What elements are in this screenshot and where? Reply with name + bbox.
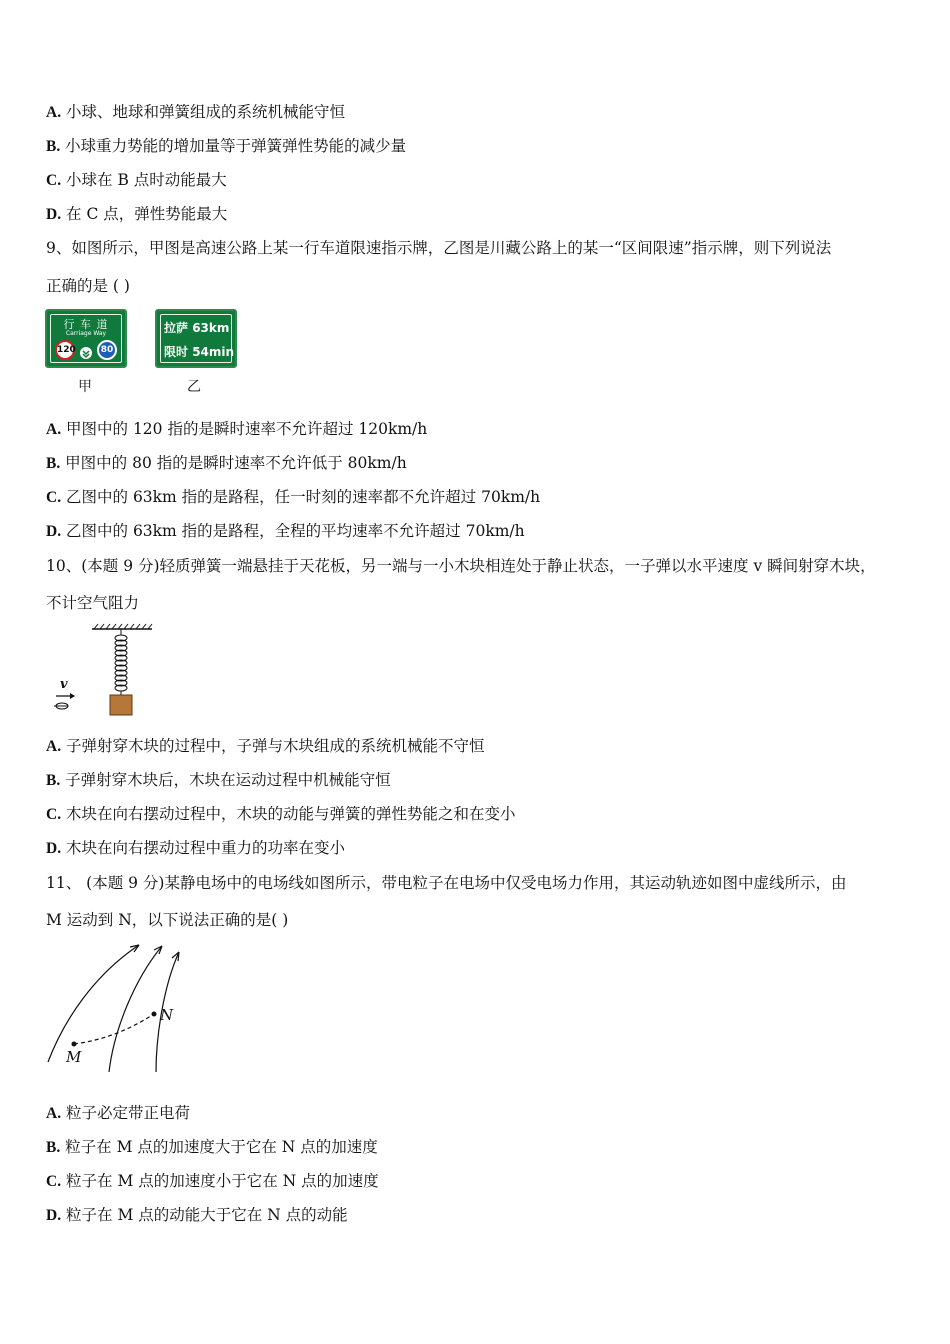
q11-stem-line1: 11、 (本题 9 分)某静电场中的电场线如图所示，带电粒子在电场中仅受电场力作用，其运动轨迹如图中虚线所示，由 <box>46 874 847 892</box>
q9-option-d: D. 乙图中的 63km 指的是路程，全程的平均速率不允许超过 70km/h <box>46 522 525 540</box>
q9-stem-line1: 9、如图所示，甲图是高速公路上某一行车道限速指示牌，乙图是川藏公路上的某一“区间限速”指示牌，则下列说法 <box>46 239 832 257</box>
q10-option-b: B. 子弹射穿木块后，木块在运动过程中机械能守恒 <box>46 771 391 789</box>
q8-option-c: C. 小球在 B 点时动能最大 <box>46 171 227 189</box>
q10-option-a: A. 子弹射穿木块的过程中，子弹与木块组成的系统机械能不守恒 <box>46 737 485 755</box>
sign-jia <box>45 309 127 368</box>
q9-option-b: B. 甲图中的 80 指的是瞬时速率不允许低于 80km/h <box>46 454 407 472</box>
q11-stem-line2: M 运动到 N，以下说法正确的是( ) <box>46 911 289 929</box>
electric-field-figure <box>44 940 194 1075</box>
velocity-label: v <box>60 677 68 692</box>
point-n-label: N <box>160 1006 174 1024</box>
spring-block-figure <box>48 622 158 722</box>
q8-option-a: A. 小球、地球和弹簧组成的系统机械能守恒 <box>46 103 346 121</box>
q11-option-a: A. 粒子必定带正电荷 <box>46 1104 191 1122</box>
sign-yi-line1: 拉萨 63km <box>164 321 230 335</box>
q10-stem-line1: 10、(本题 9 分)轻质弹簧一端悬挂于天花板，另一端与一小木块相连处于静止状态，一子弹以水平速度 v 瞬间射穿木块， <box>46 557 876 575</box>
q8-option-d: D. 在 C 点，弹性势能最大 <box>46 205 228 223</box>
q9-option-a: A. 甲图中的 120 指的是瞬时速率不允许超过 120km/h <box>46 420 428 438</box>
down-arrow-icon <box>80 344 92 356</box>
q8-option-b: B. 小球重力势能的增加量等于弹簧弹性势能的减少量 <box>46 137 407 155</box>
q9-stem-line2: 正确的是 ( ) <box>46 277 130 295</box>
spring-block-diagram <box>48 622 158 722</box>
caption-yi: 乙 <box>187 379 201 395</box>
q9-option-c: C. 乙图中的 63km 指的是路程，任一时刻的速率都不允许超过 70km/h <box>46 488 541 506</box>
q10-stem-line2: 不计空气阻力 <box>46 594 140 612</box>
sign-yi <box>155 309 237 368</box>
q10-option-d: D. 木块在向右摆动过程中重力的功率在变小 <box>46 839 346 857</box>
sign-yi-line2: 限时 54min <box>164 345 235 359</box>
point-m-label: M <box>66 1048 82 1066</box>
q11-option-c: C. 粒子在 M 点的加速度小于它在 N 点的加速度 <box>46 1172 379 1190</box>
sign-jia-subtitle: Carriage Way <box>65 330 107 337</box>
sign-jia-title: 行 车 道 <box>63 318 109 331</box>
caption-jia: 甲 <box>78 379 92 395</box>
q11-option-d: D. 粒子在 M 点的动能大于它在 N 点的动能 <box>46 1206 348 1224</box>
q10-option-c: C. 木块在向右摆动过程中，木块的动能与弹簧的弹性势能之和在变小 <box>46 805 516 823</box>
speed-limit-min: 80 <box>97 340 117 360</box>
speed-limit-max: 120 <box>55 340 75 360</box>
q11-option-b: B. 粒子在 M 点的加速度大于它在 N 点的加速度 <box>46 1138 378 1156</box>
